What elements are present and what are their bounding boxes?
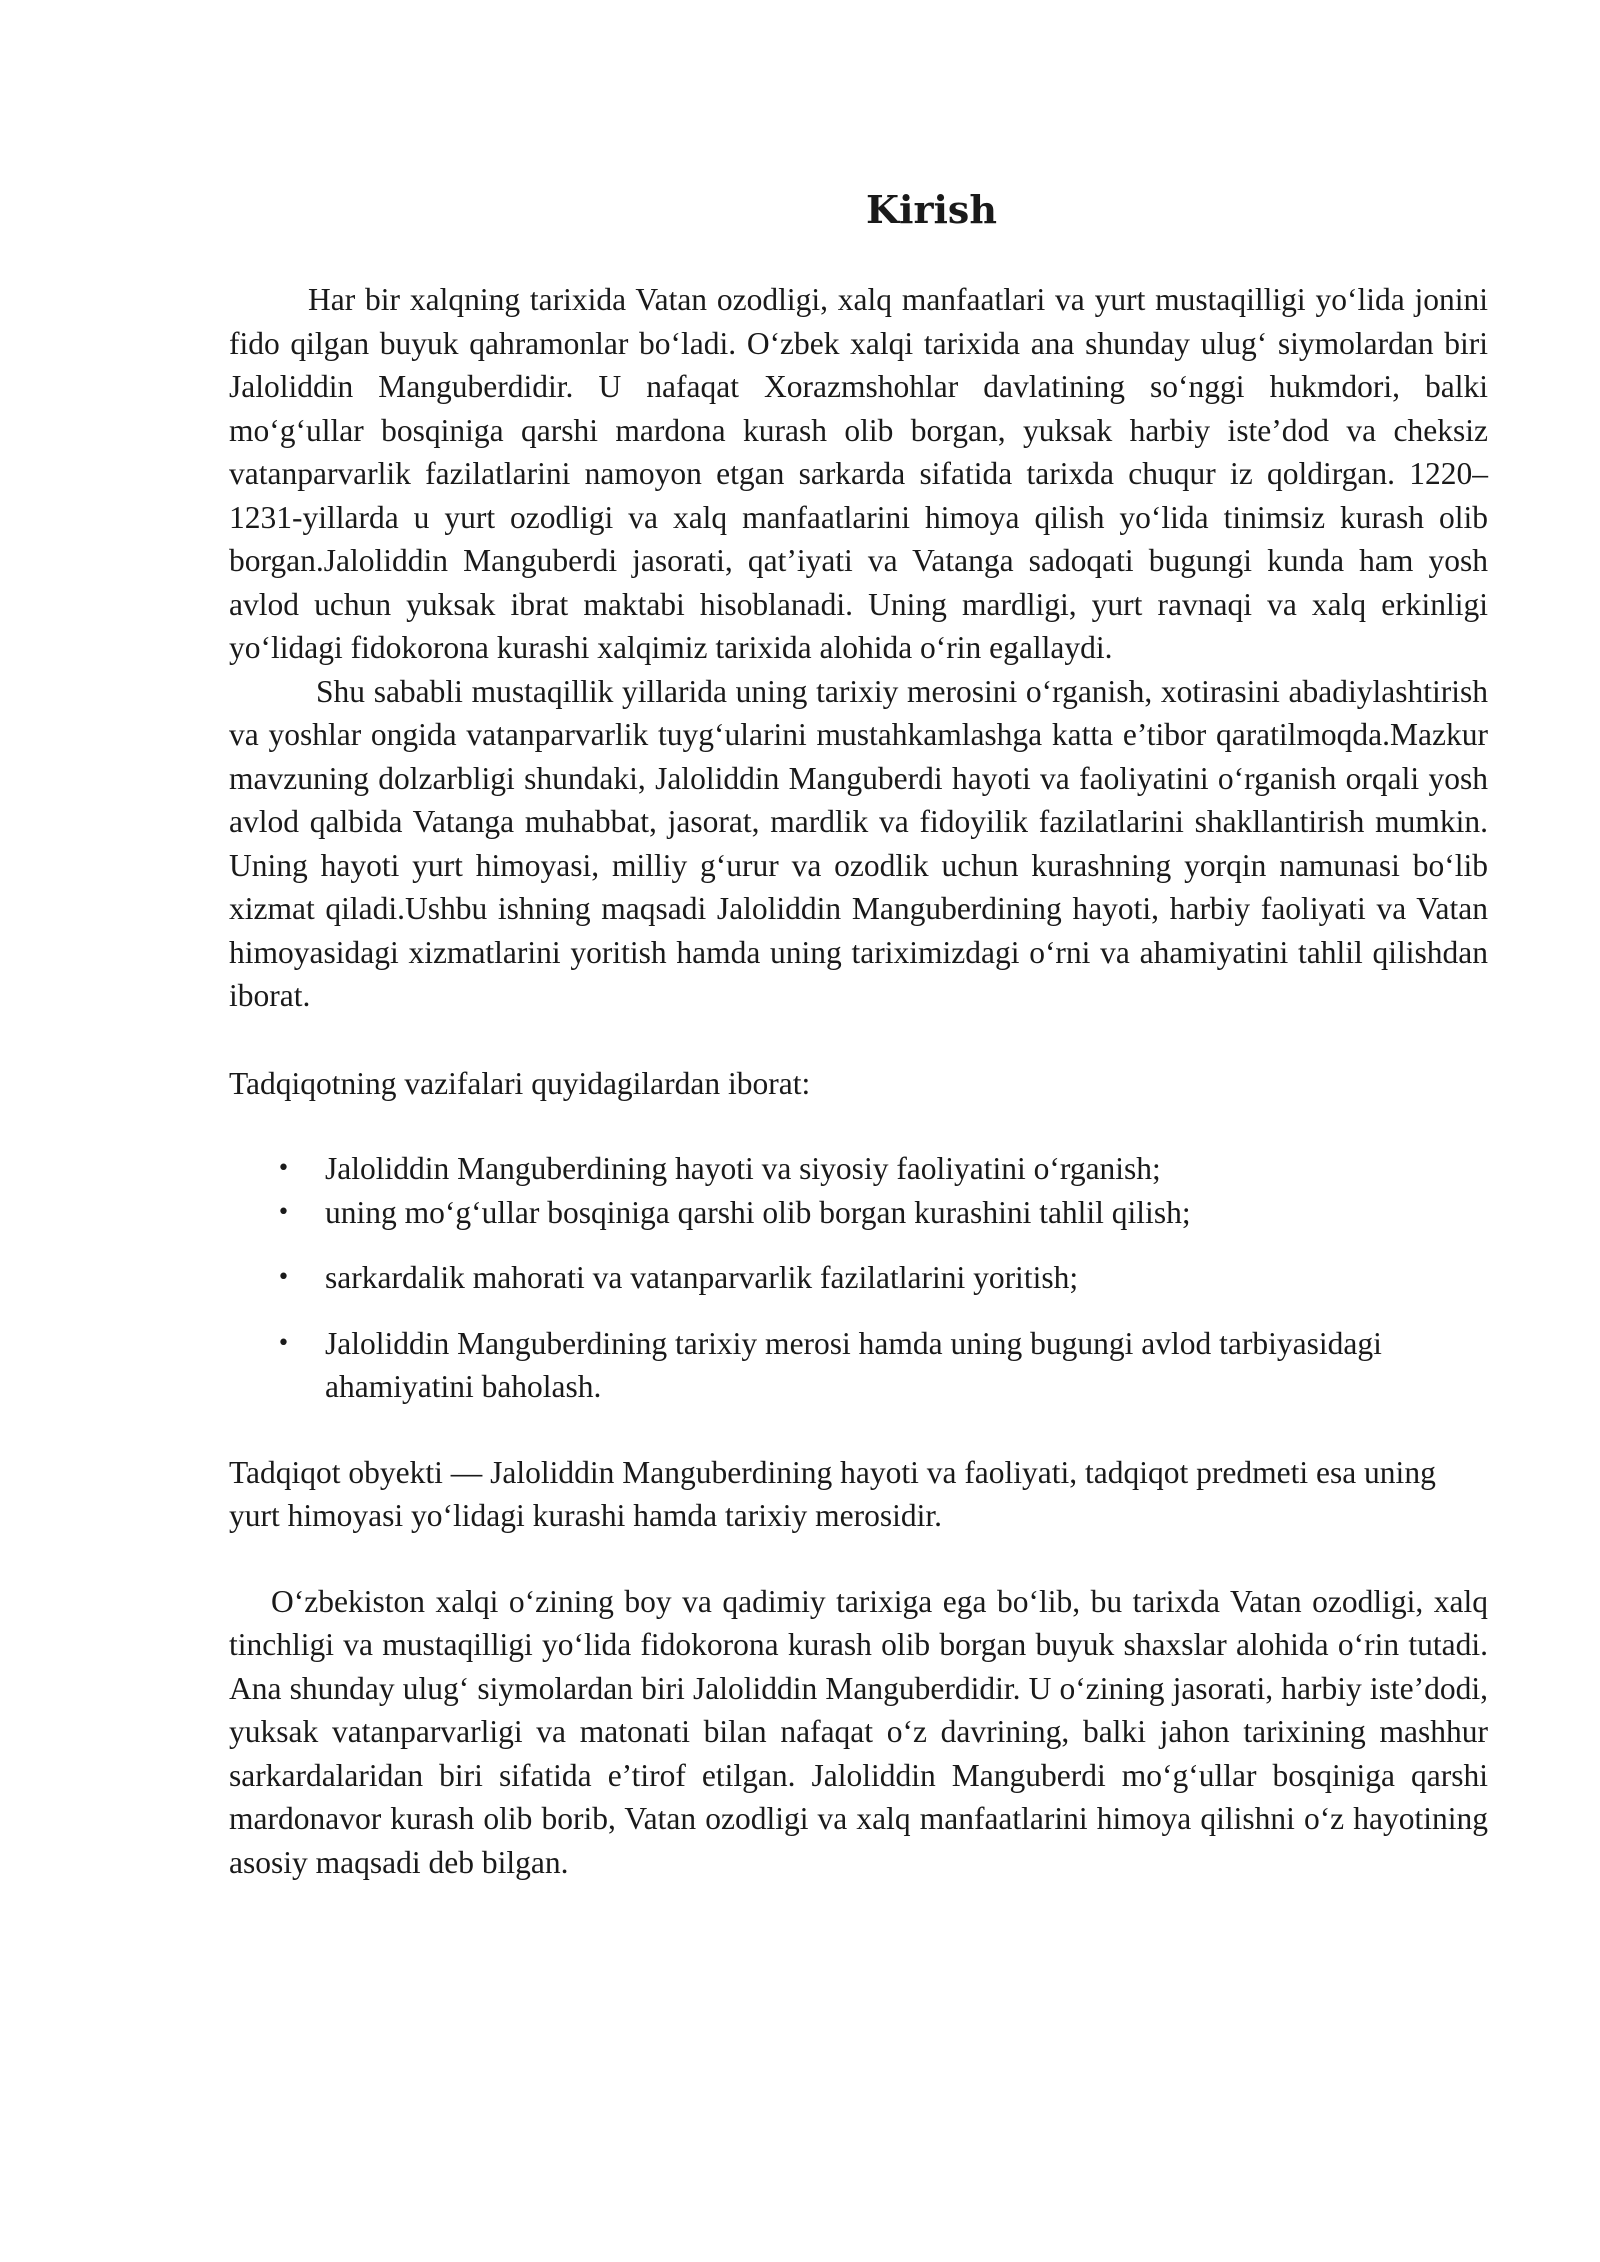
list-item: [229, 1191, 1488, 1235]
bullet-icon: •: [277, 1199, 290, 1225]
list-item: [229, 1147, 1488, 1191]
paragraph-intro: Har bir xalqning tarixida Vatan ozodligi, xalq manfaatlari va yurt mustaqilligi yo‘lida jonini fido qilgan buyuk qahramonlar bo‘ladi. O‘zbek xalqi tarixida ana shunday ulug‘ siymolardan biri Jaloliddin Manguberdidir. U nafaqat Xorazmshohlar davlatining so‘nggi hukmdori, balki mo‘g‘ullar bosqiniga qarshi mardona kurash olib borgan, yuksak harbiy iste’dod va cheksiz vatanparvarlik fazilatlarini namoyon etgan sarkarda sifatida tarixda chuqur iz qoldirgan. 1220–1231-yillarda u yurt ozodligi va xalq manfaatlarini himoya qilish yo‘lida tinimsiz kurash olib borgan.Jaloliddin Manguberdi jasorati, qat’iyati va Vatanga sadoqati bugungi kunda ham yosh avlod uchun yuksak ibrat maktabi hisoblanadi. Uning mardligi, yurt ravnaqi va xalq erkinligi yo‘lidagi fidokorona kurashi xalqimiz tarixida alohida o‘rin egallaydi.: [229, 282, 1488, 665]
page-title: Kirish: [866, 187, 997, 232]
list-item-text: sarkardalik mahorati va vatanparvarlik fazilatlarini yoritish;: [325, 1260, 1079, 1295]
paragraph-relevance: Shu sababli mustaqillik yillarida uning tarixiy merosini o‘rganish, xotirasini abadiylashtirish va yoshlar ongida vatanparvarlik tuyg‘ularini mustahkamlashga katta e’tibor qaratilmoqda.Mazkur mavzuning dolzarbligi shundaki, Jaloliddin Manguberdi hayoti va faoliyatini o‘rganish orqali yosh avlod qalbida Vatanga muhabbat, jasorat, mardlik va fidoyilik fazilatlarini shakllantirish mumkin. Uning hayoti yurt himoyasi, milliy g‘urur va ozodlik uchun kurashning yorqin namunasi bo‘lib xizmat qiladi.Ushbu ishning maqsadi Jaloliddin Manguberdining hayoti, harbiy faoliyati va Vatan himoyasidagi xizmatlarini yoritish hamda uning tariximizdagi o‘rni va ahamiyatini tahlil qilishdan iborat.: [229, 673, 1488, 1013]
tasks-list: [229, 1147, 1488, 1409]
paragraph-history: O‘zbekiston xalqi o‘zining boy va qadimiy tarixiga ega bo‘lib, bu tarixda Vatan ozodligi, xalq tinchligi va mustaqilligi yo‘lida fidokorona kurash olib borgan buyuk shaxslar alohida o‘rin tutadi. Ana shunday ulug‘ siymolardan biri Jaloliddin Manguberdidir. U o‘zining jasorati, harbiy iste’dodi, yuksak vatanparvarligi va matonati bilan nafaqat o‘z davrining, balki jahon tarixining mashhur sarkardalaridan biri sifatida e’tirof etilgan. Jaloliddin Manguberdi mo‘g‘ullar bosqiniga qarshi mardonavor kurash olib borib, Vatan ozodligi va xalq manfaatlarini himoya qilishni o‘z hayotining asosiy maqsadi deb bilgan.: [229, 1583, 1488, 1880]
bullet-icon: •: [277, 1330, 290, 1356]
tasks-intro: Tadqiqotning vazifalari quyidagilardan iborat:: [229, 1065, 811, 1101]
list-item-text: uning mo‘g‘ullar bosqiniga qarshi olib borgan kurashini tahlil qilish;: [325, 1194, 1191, 1230]
bullet-icon: •: [277, 1156, 290, 1181]
bullet-icon: •: [277, 1265, 290, 1290]
list-item: [229, 1322, 1488, 1409]
paragraph-research-object: Tadqiqot obyekti — Jaloliddin Manguberdining hayoti va faoliyati, tadqiqot predmeti esa uning yurt himoyasi yo‘lidagi kurashi hamda tarixiy merosidir.: [229, 1454, 1436, 1533]
list-item-text: Jaloliddin Manguberdining hayoti va siyosiy faoliyatini o‘rganish;: [325, 1151, 1161, 1186]
list-item-text: Jaloliddin Manguberdining tarixiy merosi hamda uning bugungi avlod tarbiyasidagi ahamiyatini baholash.: [325, 1325, 1382, 1404]
document-page: [229, 180, 1488, 1884]
list-item: [229, 1256, 1488, 1300]
